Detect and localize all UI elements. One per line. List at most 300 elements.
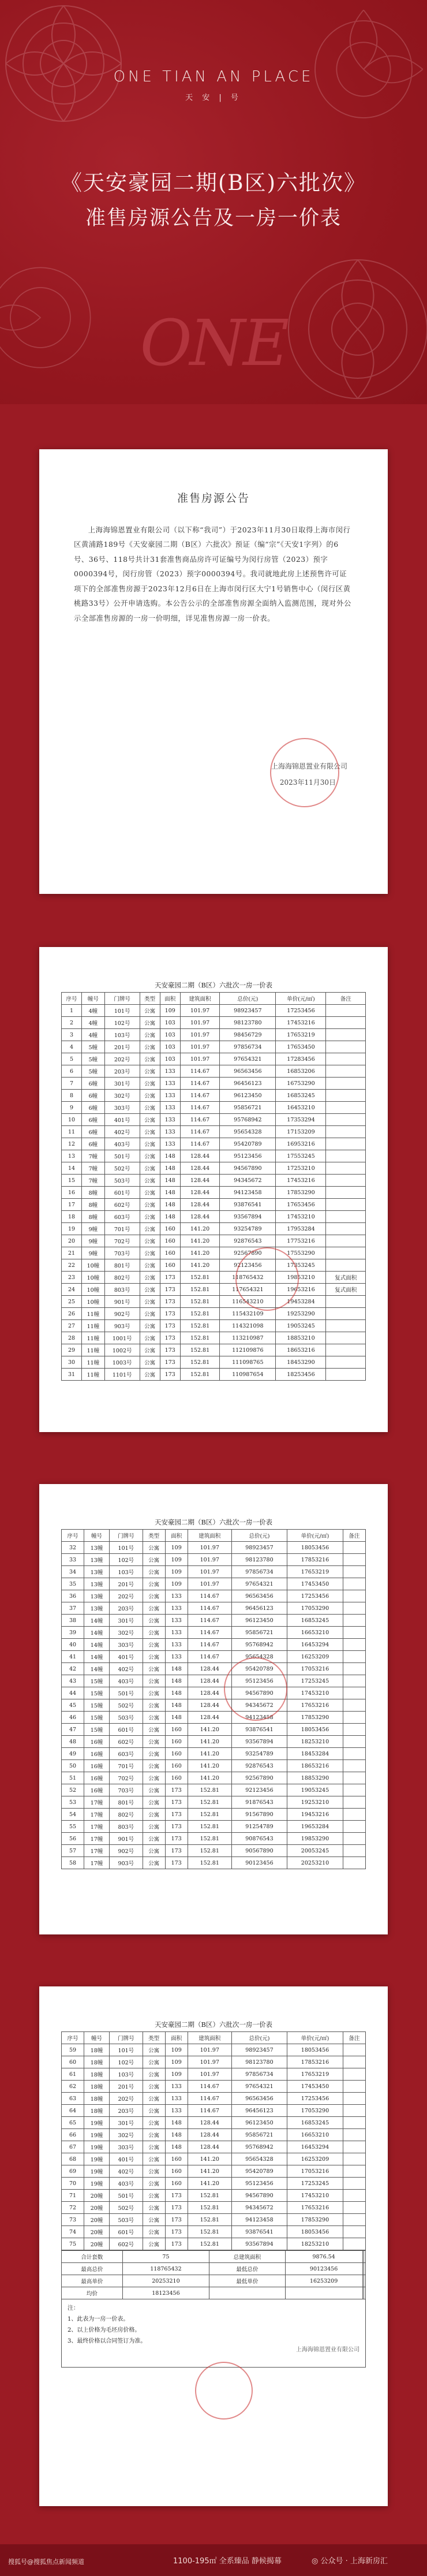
table-cell: 94345672: [231, 2202, 287, 2214]
table-cell: 17453216: [276, 1175, 326, 1187]
table-cell: 501号: [104, 1150, 140, 1162]
table-cell: 141.20: [188, 1736, 231, 1748]
table-row: [62, 2056, 366, 2068]
table-cell: 公寓: [140, 1102, 160, 1114]
table-cell: 152.81: [180, 1356, 219, 1369]
table-cell: 73: [62, 2214, 84, 2226]
table-cell: 141.20: [188, 1772, 231, 1784]
table-cell: 601号: [110, 1724, 143, 1736]
table-cell: 94567890: [220, 1162, 276, 1175]
table-cell: [343, 1736, 365, 1748]
table-row: [62, 1162, 366, 1175]
table-cell: 11幢: [82, 1332, 105, 1344]
table-cell: 2: [62, 1017, 82, 1029]
table-cell: 148: [160, 1187, 180, 1199]
table-cell: 13幢: [84, 1542, 110, 1554]
table-cell: 公寓: [143, 1821, 165, 1833]
table-cell: 173: [165, 2202, 188, 2214]
table-cell: 4: [62, 1041, 82, 1053]
table-cell: 25: [62, 1296, 82, 1308]
table-cell: 64: [62, 2105, 84, 2117]
table-cell: 201号: [110, 2081, 143, 2093]
table-row: [62, 2275, 366, 2287]
table-row: [62, 2214, 366, 2226]
table-cell: 9幢: [82, 1223, 105, 1235]
table-cell: [343, 1554, 365, 1566]
table-cell: 91876543: [231, 1796, 287, 1809]
table-cell: [209, 2287, 286, 2299]
table-cell: 16253209: [287, 2153, 343, 2165]
table-cell: 20: [62, 1235, 82, 1247]
price-table: [61, 992, 366, 1381]
table-cell: 98123780: [231, 1554, 287, 1566]
table-cell: 114.67: [180, 1138, 219, 1150]
table-cell: 11幢: [82, 1308, 105, 1320]
table-cell: 37: [62, 1602, 84, 1615]
table-cell: 17653219: [287, 2068, 343, 2081]
table-cell: 19: [62, 1223, 82, 1235]
table-cell: 公寓: [143, 1748, 165, 1760]
table-row: [62, 1590, 366, 1602]
table-cell: 141.20: [188, 2165, 231, 2178]
table-cell: [364, 2251, 366, 2263]
table-cell: 18幢: [84, 2105, 110, 2117]
table-cell: 复式面积: [326, 1272, 366, 1284]
table-cell: 128.44: [180, 1211, 219, 1223]
table-cell: 公寓: [140, 1332, 160, 1344]
table-cell: 128.44: [180, 1150, 219, 1162]
table-cell: 152.81: [180, 1308, 219, 1320]
table-cell: 15幢: [84, 1699, 110, 1712]
table-cell: 16853206: [276, 1065, 326, 1078]
table-cell: 8幢: [82, 1187, 105, 1199]
table-cell: 133: [165, 1590, 188, 1602]
table-cell: 101.97: [188, 1554, 231, 1566]
table-cell: 95856721: [220, 1102, 276, 1114]
table-cell: 114.67: [180, 1065, 219, 1078]
table-cell: 10幢: [82, 1284, 105, 1296]
table-cell: 152.81: [180, 1272, 219, 1284]
table-cell: 173: [160, 1272, 180, 1284]
notice-body: 上海海锦恩置业有限公司（以下称“我司”）于2023年11月30日取得上海市闵行区黄浦路189号《天安豪园二期（B区）六批次》预证（编“宗”《天安1字列）的6号、36号、118号共计31套准售商品房许可证编号为闵行房管（2023）预字0000394号，闵行房管（2023）预字0000394号。我司就地此房上述预售许可证项下的全部准售房源于2023年12月6日在上海市闵行区大宁1号销售中心（闵行区黄桃路33号）公开申请选购。本公告公示的全部准售房源全面纳入监测范围，现对外公示全部准售房源的一房一价明细，详见准售房源一房一价表。: [74, 525, 351, 622]
table-cell: 11幢: [82, 1344, 105, 1356]
note-line: 3、最终价格以合同签订为准。: [68, 2338, 147, 2344]
table-cell: 5幢: [82, 1041, 105, 1053]
table-row: [62, 1615, 366, 1627]
table-cell: 16753290: [276, 1078, 326, 1090]
table-cell: 96123450: [220, 1090, 276, 1102]
table-cell: 148: [165, 1663, 188, 1675]
table-cell: 133: [160, 1126, 180, 1138]
table-cell: [343, 1566, 365, 1578]
table-cell: 5幢: [82, 1053, 105, 1065]
table-cell: [343, 2044, 365, 2056]
table-cell: 173: [165, 1857, 188, 1869]
table-cell: 17053216: [287, 2165, 343, 2178]
table-cell: 16253209: [287, 1651, 343, 1663]
table-cell: 94345672: [220, 1175, 276, 1187]
table-cell: 公寓: [143, 1542, 165, 1554]
table-cell: 160: [165, 1772, 188, 1784]
table-cell: 公寓: [143, 1566, 165, 1578]
table-cell: 94345672: [231, 1699, 287, 1712]
table-cell: 93567894: [231, 2238, 287, 2250]
company-seal-icon: [224, 1657, 287, 1721]
table-cell: 公寓: [140, 1296, 160, 1308]
table-cell: 152.81: [180, 1332, 219, 1344]
table-cell: 95768942: [220, 1114, 276, 1126]
table-cell: 152.81: [180, 1344, 219, 1356]
table-cell: 91254789: [231, 1821, 287, 1833]
table-cell: 152.81: [188, 2238, 231, 2250]
table-cell: 96123450: [231, 1615, 287, 1627]
table-cell: 24: [62, 1284, 82, 1296]
table-cell: 141.20: [180, 1235, 219, 1247]
table-cell: 18幢: [84, 2056, 110, 2068]
table-cell: 5幢: [82, 1065, 105, 1078]
table-cell: 公寓: [140, 1223, 160, 1235]
table-cell: 96563456: [220, 1065, 276, 1078]
table-cell: 93876541: [231, 1724, 287, 1736]
table-cell: 17253456: [287, 1590, 343, 1602]
table-cell: 302号: [110, 2129, 143, 2141]
table-cell: 18幢: [84, 2093, 110, 2105]
table-cell: 503号: [110, 1712, 143, 1724]
table-cell: [343, 1578, 365, 1590]
table-title: 天安豪园二期（B区）六批次一房一价表: [155, 981, 272, 989]
table-cell: 公寓: [140, 1065, 160, 1078]
table-cell: 173: [160, 1356, 180, 1369]
table-cell: [326, 1005, 366, 1017]
table-cell: 17653450: [276, 1041, 326, 1053]
table-cell: [326, 1247, 366, 1259]
table-cell: 14幢: [84, 1615, 110, 1627]
table-cell: 17幢: [84, 1821, 110, 1833]
table-cell: 114321098: [220, 1320, 276, 1332]
table-cell: 21: [62, 1247, 82, 1259]
table-cell: 101.97: [188, 2056, 231, 2068]
table-cell: 28: [62, 1332, 82, 1344]
price-table-page-2: [39, 1484, 388, 1934]
table-cell: [343, 1712, 365, 1724]
table-row: [62, 1284, 366, 1296]
table-cell: 148: [165, 2141, 188, 2153]
table-cell: 6幢: [82, 1090, 105, 1102]
table-cell: 公寓: [140, 1284, 160, 1296]
table-cell: [326, 1175, 366, 1187]
table-cell: 95856721: [231, 2129, 287, 2141]
table-cell: 19幢: [84, 2165, 110, 2178]
table-cell: 15幢: [84, 1712, 110, 1724]
table-cell: 17253456: [287, 2093, 343, 2105]
table-cell: 公寓: [143, 1760, 165, 1772]
table-cell: 17453210: [276, 1211, 326, 1223]
table-cell: 110987654: [220, 1369, 276, 1381]
table-row: [62, 1029, 366, 1041]
price-table-page-3: [39, 1986, 388, 2506]
table-cell: 公寓: [143, 1675, 165, 1687]
note-line: 2、以上价格为毛坯房价格。: [68, 2327, 141, 2333]
table-cell: [326, 1041, 366, 1053]
table-row: [62, 1833, 366, 1845]
table-cell: 173: [160, 1344, 180, 1356]
table-cell: 17853290: [276, 1187, 326, 1199]
table-cell: 114.67: [188, 1590, 231, 1602]
table-cell: 152.81: [180, 1320, 219, 1332]
table-cell: [364, 2287, 366, 2299]
table-cell: 19253290: [276, 1308, 326, 1320]
table-row: [62, 1211, 366, 1223]
table-cell: 74: [62, 2226, 84, 2238]
table-cell: [343, 1845, 365, 1857]
table-cell: 173: [165, 2190, 188, 2202]
table-cell: [343, 2202, 365, 2214]
table-cell: 703号: [110, 1784, 143, 1796]
table-cell: [343, 1675, 365, 1687]
table-cell: 94123458: [231, 2214, 287, 2226]
table-row: [62, 2202, 366, 2214]
table-cell: [343, 2105, 365, 2117]
table-cell: 402号: [104, 1126, 140, 1138]
table-cell: 160: [165, 1724, 188, 1736]
table-cell: 98123780: [231, 2056, 287, 2068]
table-cell: 43: [62, 1675, 84, 1687]
table-cell: 公寓: [143, 2165, 165, 2178]
table-row: [62, 1078, 366, 1090]
table-cell: 133: [160, 1065, 180, 1078]
table-cell: 1003号: [104, 1356, 140, 1369]
table-cell: 22: [62, 1259, 82, 1272]
table-cell: [343, 1639, 365, 1651]
table-cell: 114.67: [180, 1078, 219, 1090]
table-cell: 42: [62, 1663, 84, 1675]
table-cell: 602号: [110, 1736, 143, 1748]
table-row: [62, 1554, 366, 1566]
column-header: 序号: [62, 993, 82, 1005]
table-row: [62, 1065, 366, 1078]
price-table: [61, 2031, 366, 2250]
table-row: [62, 2117, 366, 2129]
table-cell: 58: [62, 1857, 84, 1869]
table-cell: [326, 1102, 366, 1114]
table-cell: 114.67: [188, 1627, 231, 1639]
table-cell: 403号: [110, 2178, 143, 2190]
table-cell: 96563456: [231, 2093, 287, 2105]
table-cell: 201号: [110, 1578, 143, 1590]
table-row: [62, 1857, 366, 1869]
table-cell: 90123456: [231, 1857, 287, 1869]
table-cell: 17453216: [276, 1017, 326, 1029]
table-cell: 160: [160, 1259, 180, 1272]
table-cell: 复式面积: [326, 1284, 366, 1296]
footer-account[interactable]: ◎ 公众号 · 上海新房汇: [312, 2557, 388, 2566]
table-cell: 114.67: [180, 1126, 219, 1138]
table-cell: 92123456: [231, 1784, 287, 1796]
table-cell: 54: [62, 1809, 84, 1821]
table-cell: 18653216: [276, 1344, 326, 1356]
table-cell: 17653219: [287, 1566, 343, 1578]
table-cell: 101.97: [188, 2068, 231, 2081]
table-cell: 19453284: [276, 1296, 326, 1308]
table-row: [62, 1114, 366, 1126]
table-cell: 803号: [110, 1821, 143, 1833]
table-cell: 7幢: [82, 1150, 105, 1162]
table-row: [62, 2165, 366, 2178]
table-row: [62, 1332, 366, 1344]
table-cell: 133: [165, 1639, 188, 1651]
table-cell: 17幢: [84, 1845, 110, 1857]
table-row: [62, 1675, 366, 1687]
table-cell: 98923457: [231, 2044, 287, 2056]
table-cell: 152.81: [180, 1296, 219, 1308]
table-cell: [326, 1320, 366, 1332]
table-cell: 9幢: [82, 1247, 105, 1259]
table-cell: 公寓: [140, 1114, 160, 1126]
table-cell: 603号: [110, 1748, 143, 1760]
table-cell: 公寓: [143, 1554, 165, 1566]
table-cell: 20253210: [287, 1857, 343, 1869]
table-cell: 95420789: [220, 1138, 276, 1150]
table-cell: 16453210: [276, 1102, 326, 1114]
table-cell: 4幢: [82, 1005, 105, 1017]
table-cell: 98923457: [231, 1542, 287, 1554]
table-cell: 133: [165, 2093, 188, 2105]
table-cell: 103: [160, 1053, 180, 1065]
table-row: [62, 1150, 366, 1162]
table-row: [62, 1712, 366, 1724]
table-cell: 60: [62, 2056, 84, 2068]
table-cell: 601号: [110, 2226, 143, 2238]
table-cell: [343, 1615, 365, 1627]
table-cell: 公寓: [143, 2226, 165, 2238]
table-cell: 116543210: [220, 1296, 276, 1308]
table-cell: 141.20: [188, 1748, 231, 1760]
table-cell: 38: [62, 1615, 84, 1627]
table-cell: 802号: [104, 1272, 140, 1284]
table-cell: 1002号: [104, 1344, 140, 1356]
table-cell: [343, 2178, 365, 2190]
table-cell: 16653210: [287, 1627, 343, 1639]
table-cell: [343, 2238, 365, 2250]
table-cell: 90123456: [285, 2263, 362, 2275]
table-row: [62, 2251, 366, 2263]
table-cell: 17453450: [287, 1578, 343, 1590]
table-cell: 10幢: [82, 1259, 105, 1272]
table-cell: [343, 2141, 365, 2153]
table-cell: 公寓: [143, 1627, 165, 1639]
notice-date: 2023年11月30日: [279, 778, 336, 786]
table-cell: 302号: [110, 1627, 143, 1639]
table-cell: 303号: [104, 1102, 140, 1114]
table-cell: 公寓: [143, 2178, 165, 2190]
table-cell: 173: [160, 1320, 180, 1332]
table-cell: 19幢: [84, 2117, 110, 2129]
table-cell: 160: [165, 1748, 188, 1760]
table-cell: 1101号: [104, 1369, 140, 1381]
table-cell: 19653284: [287, 1821, 343, 1833]
table-cell: 94567890: [231, 1687, 287, 1699]
table-cell: 16253209: [285, 2275, 362, 2287]
column-header: 类型: [140, 993, 160, 1005]
table-cell: 115432109: [220, 1308, 276, 1320]
table-cell: 8幢: [82, 1211, 105, 1223]
table-cell: 20幢: [84, 2238, 110, 2250]
table-cell: 173: [165, 2214, 188, 2226]
table-cell: 173: [165, 1796, 188, 1809]
table-cell: 公寓: [140, 1078, 160, 1090]
table-cell: 公寓: [140, 1017, 160, 1029]
table-cell: 902号: [104, 1308, 140, 1320]
table-cell: 6幢: [82, 1138, 105, 1150]
table-cell: [343, 1809, 365, 1821]
table-cell: 93876541: [220, 1199, 276, 1211]
notice-document: [39, 449, 388, 894]
table-cell: 18853210: [276, 1332, 326, 1344]
table-cell: 公寓: [140, 1308, 160, 1320]
table-cell: 141.20: [180, 1247, 219, 1259]
hero-banner: [0, 0, 427, 404]
table-cell: 148: [160, 1211, 180, 1223]
table-cell: [364, 2275, 366, 2287]
table-cell: 46: [62, 1712, 84, 1724]
table-cell: 114.67: [180, 1114, 219, 1126]
table-cell: 14幢: [84, 1639, 110, 1651]
table-cell: 17幢: [84, 1857, 110, 1869]
table-cell: 16853245: [287, 1615, 343, 1627]
table-cell: 95420789: [231, 1663, 287, 1675]
table-cell: 16453294: [287, 1639, 343, 1651]
table-row: [62, 1235, 366, 1247]
table-cell: 97654321: [231, 2081, 287, 2093]
table-cell: 141.20: [188, 1760, 231, 1772]
table-row: [62, 1687, 366, 1699]
table-row: [62, 2287, 366, 2299]
column-header: 面积: [165, 1530, 188, 1542]
table-row: [62, 2238, 366, 2250]
table-cell: 14: [62, 1162, 82, 1175]
table-row: [62, 1175, 366, 1187]
table-row: [62, 1651, 366, 1663]
table-cell: 109: [165, 2056, 188, 2068]
table-cell: 6: [62, 1065, 82, 1078]
table-cell: [343, 2129, 365, 2141]
table-cell: 18123456: [122, 2287, 209, 2299]
table-cell: 152.81: [188, 2226, 231, 2238]
table-cell: 141.20: [180, 1259, 219, 1272]
table-cell: 103: [160, 1017, 180, 1029]
table-cell: 66: [62, 2129, 84, 2141]
table-cell: 801号: [104, 1259, 140, 1272]
table-cell: [326, 1344, 366, 1356]
table-cell: 95420789: [231, 2165, 287, 2178]
table-cell: 14幢: [84, 1663, 110, 1675]
table-cell: 6幢: [82, 1114, 105, 1126]
table-cell: 91567890: [231, 1809, 287, 1821]
table-cell: 49: [62, 1748, 84, 1760]
note-line: 注：: [68, 2305, 79, 2312]
table-row: [62, 2190, 366, 2202]
table-cell: 公寓: [143, 1615, 165, 1627]
table-cell: 17: [62, 1199, 82, 1211]
table-cell: 均价: [62, 2287, 123, 2299]
table-cell: 17853290: [287, 2214, 343, 2226]
table-cell: 72: [62, 2202, 84, 2214]
table-cell: 701号: [110, 1760, 143, 1772]
table-cell: [343, 1857, 365, 1869]
table-cell: 102号: [110, 1554, 143, 1566]
table-cell: 152.81: [180, 1284, 219, 1296]
table-row: [62, 1736, 366, 1748]
